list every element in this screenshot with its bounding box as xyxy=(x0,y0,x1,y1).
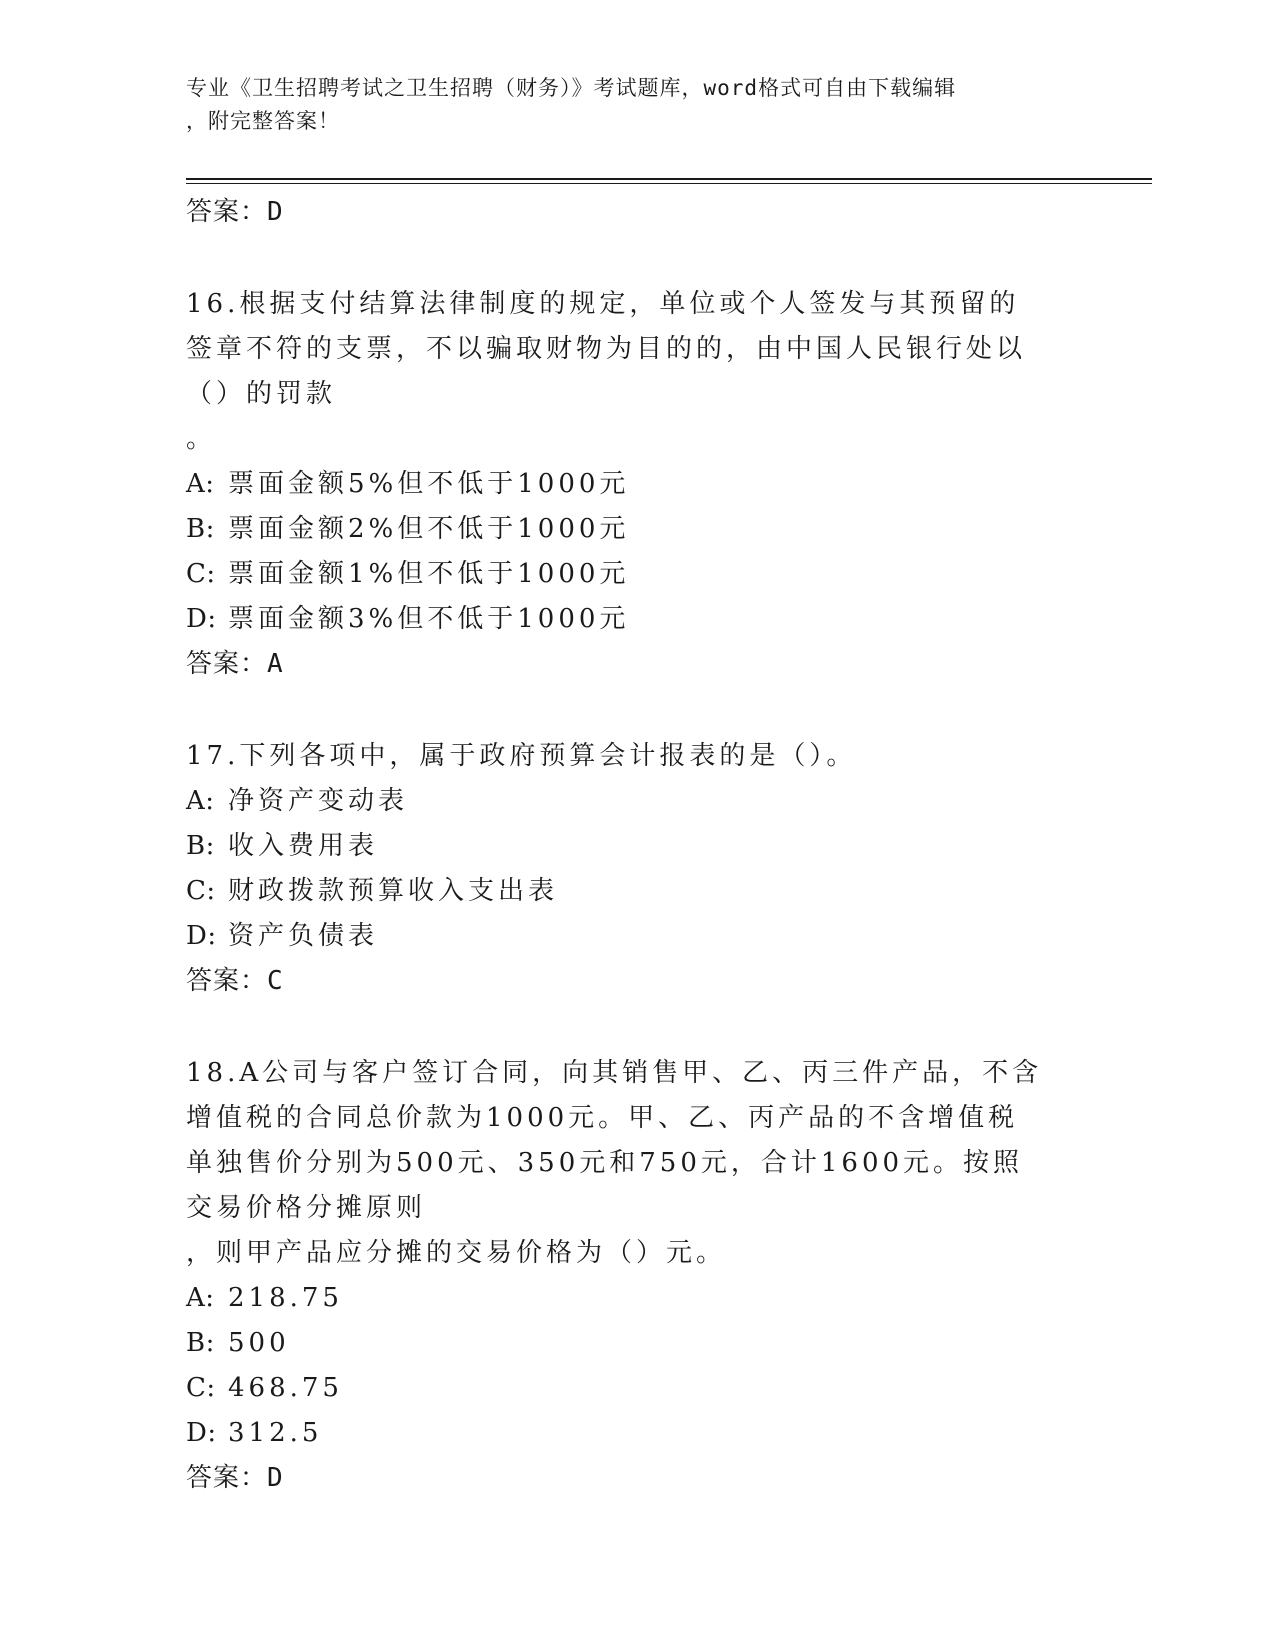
option-b xyxy=(186,507,1086,552)
option-text: 票面金额3%但不低于1000元 xyxy=(228,604,630,634)
option-a xyxy=(186,779,1086,824)
answer-line: 答案：D xyxy=(186,1463,284,1493)
option-key: A: xyxy=(186,469,215,499)
option-text: 票面金额2%但不低于1000元 xyxy=(228,514,630,544)
option-d xyxy=(186,597,1086,642)
option-b xyxy=(186,1321,1086,1366)
answer-line: 答案：C xyxy=(186,966,284,996)
question-16 xyxy=(186,282,1086,686)
option-text: 收入费用表 xyxy=(228,831,379,861)
option-c xyxy=(186,552,1086,597)
option-text: 财政拨款预算收入支出表 xyxy=(228,876,559,906)
question-list xyxy=(186,190,1086,1500)
option-key: C: xyxy=(186,876,216,906)
answer-line: 答案：D xyxy=(186,197,284,227)
answer-line: 答案：A xyxy=(186,649,284,679)
option-key: A: xyxy=(186,786,215,816)
option-key: B: xyxy=(186,831,215,861)
header-rule-thick xyxy=(186,178,1152,180)
option-c xyxy=(186,1366,1086,1411)
option-key: B: xyxy=(186,514,215,544)
document-header: 专业《卫生招聘考试之卫生招聘（财务）》考试题库，word格式可自由下载编辑 ，附完整答案！ xyxy=(186,76,957,133)
question-stem: 17.下列各项中，属于政府预算会计报表的是（）。 xyxy=(186,741,857,771)
question-stem: 18.A公司与客户签订合同，向其销售甲、乙、丙三件产品，不含增值税的合同总价款为1000元。甲、乙、丙产品的不含增值税单独售价分别为500元、350元和750元，合计1600元。按照交易价格分摊原则 ，则甲产品应分摊的交易价格为（）元。 xyxy=(186,1058,1043,1268)
option-key: D: xyxy=(186,1418,217,1448)
option-text: 468.75 xyxy=(228,1373,343,1403)
question-stem: 16.根据支付结算法律制度的规定，单位或个人签发与其预留的签章不符的支票，不以骗取财物为目的的，由中国人民银行处以（）的罚款 。 xyxy=(186,289,1027,454)
option-text: 票面金额5%但不低于1000元 xyxy=(228,469,630,499)
option-text: 312.5 xyxy=(228,1418,323,1448)
option-text: 票面金额1%但不低于1000元 xyxy=(228,559,630,589)
option-text: 218.75 xyxy=(228,1283,343,1313)
option-key: D: xyxy=(186,921,217,951)
option-d xyxy=(186,1411,1086,1456)
option-key: D: xyxy=(186,604,217,634)
option-text: 资产负债表 xyxy=(228,921,379,951)
header-rule-thin xyxy=(186,183,1152,184)
option-a xyxy=(186,462,1086,507)
option-d xyxy=(186,914,1086,959)
option-text: 净资产变动表 xyxy=(228,786,409,816)
option-key: C: xyxy=(186,559,216,589)
question-18 xyxy=(186,1051,1086,1500)
option-b xyxy=(186,824,1086,869)
option-key: B: xyxy=(186,1328,215,1358)
option-a xyxy=(186,1276,1086,1321)
option-text: 500 xyxy=(228,1328,290,1358)
option-key: C: xyxy=(186,1373,216,1403)
option-c xyxy=(186,869,1086,914)
question-17 xyxy=(186,734,1086,1003)
option-key: A: xyxy=(186,1283,215,1313)
